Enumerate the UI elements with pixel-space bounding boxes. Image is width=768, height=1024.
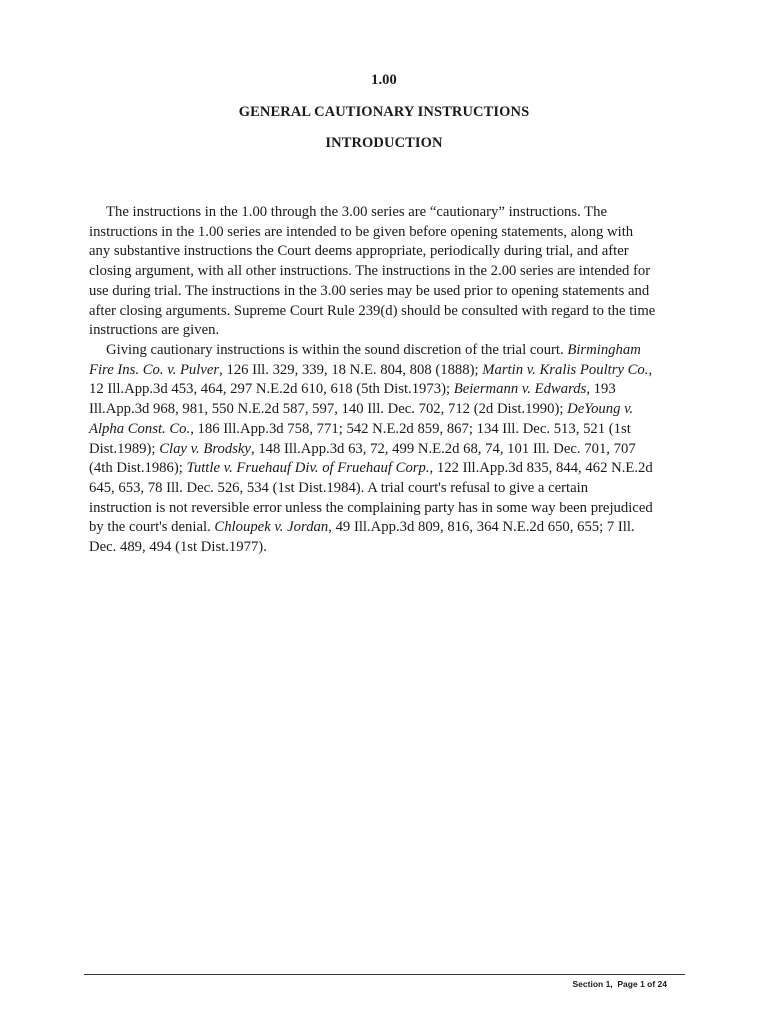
text-run: , 122 Ill.App.3d 835, 844, 462 N.E.2d xyxy=(429,460,653,477)
text-run: 12 Ill.App.3d 453, 464, 297 N.E.2d 610, 618 (5th Dist.1973); xyxy=(89,381,454,398)
paragraph-line xyxy=(89,380,679,400)
paragraph-line: The instructions in the 1.00 through the 3.00 series are “cautionary” instructions. The xyxy=(106,204,608,220)
text-run: , 148 Ill.App.3d 63, 72, 499 N.E.2d 68, 74, 101 Ill. Dec. 701, 707 xyxy=(250,440,636,457)
footer-divider xyxy=(84,974,685,975)
text-run: by the court's denial. xyxy=(89,519,215,536)
case-citation: Tuttle v. Fruehauf Div. of Fruehauf Corp. xyxy=(186,460,430,477)
paragraph-line xyxy=(89,459,679,479)
case-citation: Martin v. Kralis Poultry Co. xyxy=(482,361,649,378)
text-run: , 186 Ill.App.3d 758, 771; 542 N.E.2d 859, 867; 134 Ill. Dec. 513, 521 (1st xyxy=(190,420,631,437)
text-run: (4th Dist.1986); xyxy=(89,460,187,477)
paragraph-line: any substantive instructions the Court deems appropriate, periodically during trial, and after xyxy=(89,243,629,260)
paragraph-intro xyxy=(89,203,679,341)
paragraph-line: use during trial. The instructions in the 3.00 series may be used prior to opening statements and xyxy=(89,282,650,299)
case-citation: Chloupek v. Jordan xyxy=(214,519,329,536)
paragraph-line: 645, 653, 78 Ill. Dec. 526, 534 (1st Dist.1984). A trial court's refusal to give a certain xyxy=(89,479,589,496)
paragraph-line: Dec. 489, 494 (1st Dist.1977). xyxy=(89,539,267,556)
paragraph-line: after closing arguments. Supreme Court Rule 239(d) should be consulted with regard to the time xyxy=(89,302,656,319)
paragraph-line xyxy=(89,420,679,440)
paragraph-line: instruction is not reversible error unless the complaining party has in some way been prejudiced xyxy=(89,499,653,516)
section-subtitle: INTRODUCTION xyxy=(325,135,443,151)
text-run: Ill.App.3d 968, 981, 550 N.E.2d 587, 597, 140 Ill. Dec. 702, 712 (2d Dist.1990); xyxy=(89,401,568,418)
paragraph-line xyxy=(89,440,679,460)
section-title: GENERAL CAUTIONARY INSTRUCTIONS xyxy=(238,104,530,120)
paragraph-line: closing argument, with all other instructions. The instructions in the 2.00 series are intended for xyxy=(89,263,651,280)
paragraph-line xyxy=(89,400,679,420)
paragraph-case-law xyxy=(89,341,679,558)
text-run: , xyxy=(648,361,653,378)
text-run: , 193 xyxy=(586,381,616,398)
text-run: Dist.1989); xyxy=(89,440,160,457)
case-citation: Fire Ins. Co. v. Pulver xyxy=(89,361,220,378)
case-citation: Alpha Const. Co. xyxy=(89,420,191,437)
section-number: 1.00 xyxy=(371,72,397,88)
case-citation: Clay v. Brodsky xyxy=(159,440,251,457)
paragraph-line xyxy=(89,518,679,538)
page-footer: Section 1, Page 1 of 24 xyxy=(572,979,667,989)
paragraph-line: instructions are given. xyxy=(89,322,220,339)
case-citation: DeYoung v. xyxy=(567,401,634,418)
case-citation: Beiermann v. Edwards xyxy=(453,381,587,398)
text-run: Giving cautionary instructions is within the sound discretion of the trial court. xyxy=(106,342,568,358)
text-run: , 49 Ill.App.3d 809, 816, 364 N.E.2d 650, 655; 7 Ill. xyxy=(328,519,635,536)
paragraph-line: instructions in the 1.00 series are intended to be given before opening statements, along with xyxy=(89,223,634,240)
paragraph-line xyxy=(89,341,679,361)
case-citation: Birmingham xyxy=(567,342,641,358)
paragraph-line xyxy=(89,361,679,381)
text-run: , 126 Ill. 329, 339, 18 N.E. 804, 808 (1888); xyxy=(219,361,483,378)
